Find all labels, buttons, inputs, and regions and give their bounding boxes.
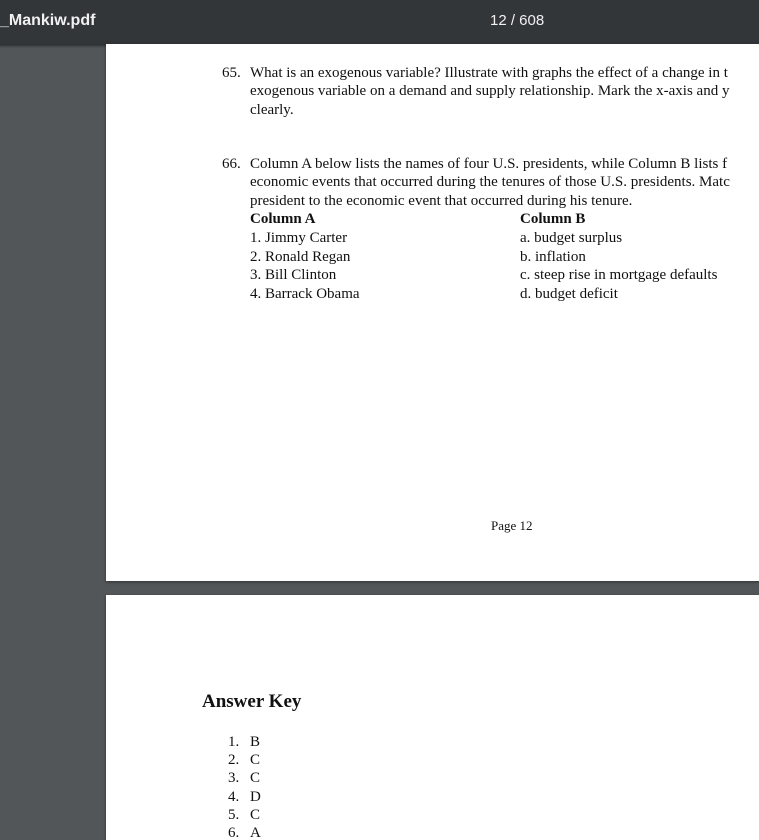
column-b-item: c. steep rise in mortgage defaults — [520, 267, 718, 284]
answer-item: 2. C — [228, 752, 261, 769]
question-number: 66. — [222, 156, 241, 172]
question-line: president to the economic event that occurred during his tenure. — [250, 192, 633, 209]
column-b-heading: Column B — [520, 211, 586, 227]
question-line: What is an exogenous variable? Illustrate with graphs the effect of a change in t — [250, 65, 728, 81]
answer-item: 5. C — [228, 806, 261, 823]
page-footer: Page 12 — [491, 518, 533, 533]
answer-list — [228, 733, 261, 840]
column-a-item: 1. Jimmy Carter — [250, 229, 348, 246]
question-line: exogenous variable on a demand and supply relationship. Mark the x-axis and y — [250, 83, 730, 100]
question-line: economic events that occurred during the tenures of those U.S. presidents. Matc — [250, 174, 730, 191]
column-a-item: 3. Bill Clinton — [250, 267, 337, 284]
answer-item: 1. B — [228, 734, 261, 750]
column-a-heading: Column A — [250, 211, 316, 227]
question-text — [250, 64, 729, 119]
question-number: 65. — [222, 65, 241, 81]
question-line: clearly. — [250, 101, 294, 118]
column-b-item: d. budget deficit — [520, 286, 618, 303]
column-b-item: a. budget surplus — [520, 229, 623, 246]
answer-key-title: Answer Key — [202, 691, 302, 712]
column-b — [520, 210, 717, 304]
column-a-item: 2. Ronald Regan — [250, 248, 351, 265]
document-title: _Mankiw.pdf — [0, 12, 96, 29]
pdf-page-12 — [106, 44, 759, 581]
question-line: Column A below lists the names of four U.S. presidents, while Column B lists f — [250, 156, 728, 172]
column-b-item: b. inflation — [520, 248, 586, 265]
pdf-page-13 — [106, 595, 759, 840]
page-indicator[interactable]: 12 / 608 — [490, 12, 545, 29]
answer-item: 4. D — [228, 788, 261, 805]
answer-item: 3. C — [228, 770, 261, 787]
pdf-toolbar — [0, 0, 759, 44]
column-a — [250, 210, 360, 304]
column-a-item: 4. Barrack Obama — [250, 286, 360, 303]
question-text — [250, 155, 730, 210]
answer-item: 6. A — [228, 825, 261, 840]
